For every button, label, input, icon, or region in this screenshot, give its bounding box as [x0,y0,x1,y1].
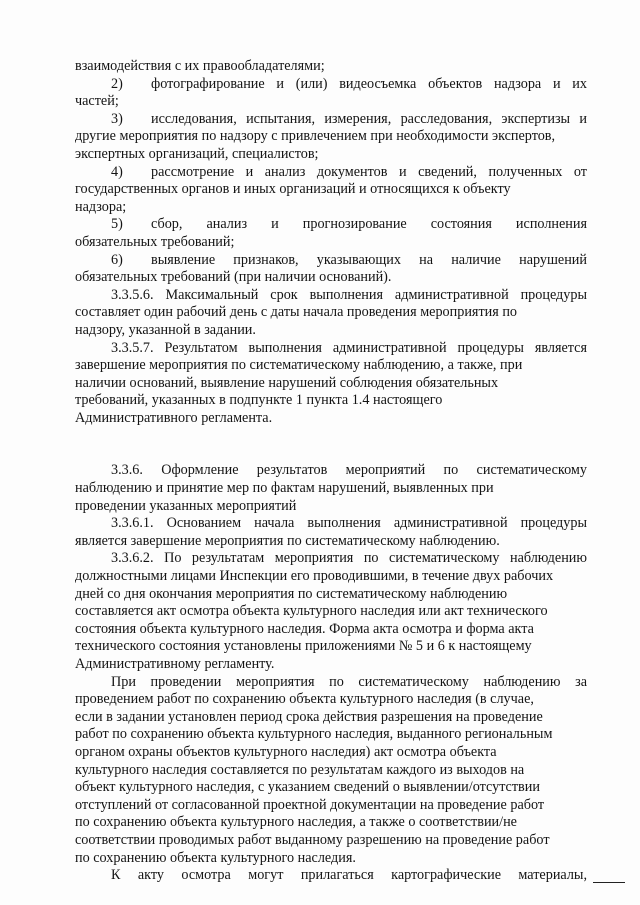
paragraph-inspection: При проведении мероприятия по систематическому наблюдению за [111,673,587,690]
list-item-5 [75,216,587,234]
text-line: составляет один рабочий день с даты начала проведения мероприятия по [75,304,518,321]
list-number: 2) [111,75,123,92]
text-line: отступлений от согласованной проектной документации на проведение работ [75,796,545,813]
text-line: наличии оснований, выявление нарушений соблюдения обязательных [75,374,499,391]
paragraph-gap [75,427,587,462]
text-line: государственных органов и иных организаций и относящихся к объекту [75,181,511,198]
list-item-6 [75,252,587,270]
text-line: обязательных требований (при наличии оснований). [75,269,392,286]
list-text: фотографирование и (или) видеосъемка объектов надзора и их [151,75,587,92]
text-line: надзора; [75,198,127,215]
text-line: наблюдению и принятие мер по фактам нарушений, выявленных при [75,480,494,497]
text-line: состояния объекта культурного наследия. Форма акта осмотра и форма акта [75,620,534,637]
list-number: 4) [111,163,123,180]
list-text: исследования, испытания, измерения, расследования, экспертизы и [151,110,587,127]
text-line: надзору, указанной в задании. [75,321,256,338]
text-line: требований, указанных в подпункте 1 пункта 1.4 настоящего [75,392,443,409]
text-line: органом охраны объектов культурного наследия) акт осмотра объекта [75,743,497,760]
list-item-4 [75,164,587,182]
list-text: рассмотрение и анализ документов и сведений, полученных от [151,163,587,180]
paragraph-attachments: К акту осмотра могут прилагаться картографические материалы, [111,867,587,884]
paragraph-3-3-5-6: 3.3.5.6. Максимальный срок выполнения административной процедуры [111,286,587,303]
text-line: завершение мероприятия по систематическому наблюдению, а также, при [75,357,523,374]
text-line: соответствии проводимых работ выданному разрешению на проведение работ [75,831,550,848]
text-line: частей; [75,93,119,110]
text-line: дней со дня окончания мероприятия по систематическому наблюдению [75,585,508,602]
text-line: другие мероприятия по надзору с привлечением при необходимости экспертов, [75,128,556,145]
list-number: 5) [111,216,123,233]
text-line: проведением работ по сохранению объекта культурного наследия (в случае, [75,691,534,708]
list-number: 6) [111,251,123,268]
list-item-2 [75,76,587,94]
text-line: составляется акт осмотра объекта культурного наследия или акт технического [75,603,548,620]
text-line: культурного наследия составляется по результатам каждого из выходов на [75,761,525,778]
footer-rule [593,882,625,883]
list-number: 3) [111,110,123,127]
list-text: выявление признаков, указывающих на наличие нарушений [151,251,587,268]
paragraph-3-3-6-1: 3.3.6.1. Основанием начала выполнения административной процедуры [111,515,587,532]
text-line: по сохранению объекта культурного наследия. [75,849,356,866]
text-line: обязательных требований; [75,233,235,250]
text-line: проведении указанных мероприятий [75,497,297,514]
section-heading-3-3-6: 3.3.6. Оформление результатов мероприятий по систематическому [111,462,587,479]
paragraph-3-3-6-2: 3.3.6.2. По результатам мероприятия по систематическому наблюдению [111,550,587,567]
text-line: объект культурного наследия, с указанием сведений о выявлении/отсутствии [75,779,540,796]
text-line: технического состояния установлены приложениями № 5 и 6 к настоящему [75,638,532,655]
document-body [75,58,587,885]
paragraph-3-3-5-7: 3.3.5.7. Результатом выполнения административной процедуры является [111,339,587,356]
text-line: Административного регламента. [75,409,273,426]
list-text: сбор, анализ и прогнозирование состояния исполнения [151,216,587,233]
list-item-3 [75,111,587,129]
text-line: Административному регламенту. [75,656,275,672]
text-line: является завершение мероприятия по систематическому наблюдению. [75,532,500,549]
text-line: если в задании установлен период срока действия разрешения на проведение [75,708,543,725]
text-line: взаимодействия с их правообладателями; [75,58,325,74]
text-line: экспертных организаций, специалистов; [75,145,319,162]
text-line: по сохранению объекта культурного наследия, а также о соответствии/не [75,814,517,831]
text-line: должностными лицами Инспекции его проводившими, в течение двух рабочих [75,568,554,585]
text-line: работ по сохранению объекта культурного наследия, выданного региональным [75,726,553,743]
